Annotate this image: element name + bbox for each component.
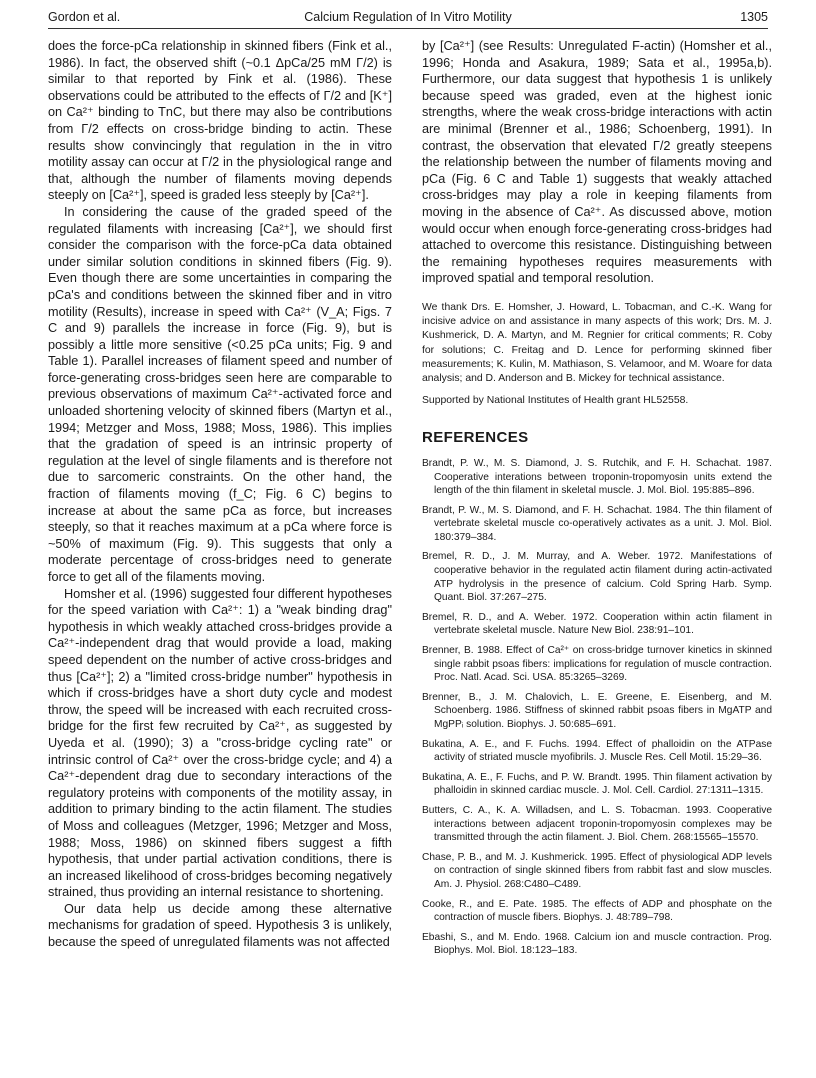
header-title: Calcium Regulation of In Vitro Motility (304, 10, 512, 24)
reference-item: Bukatina, A. E., F. Fuchs, and P. W. Brandt. 1995. Thin filament activation by phalloidin in skinned cardiac muscle. J. Mol. Cell. Cardiol. 27:1311–1315. (422, 771, 772, 797)
body-paragraph: by [Ca²⁺] (see Results: Unregulated F-actin) (Homsher et al., 1996; Honda and Asakura, 1989; Sata et al., 1995a,b). Furthermore, our data suggest that hypothesis 1 is unlikely because speed was graded, even at the highest ionic strengths, where the weak cross-bridge interactions with actin are minimal (Brenner et al., 1986; Schoenberg, 1991). In contrast, the observation that elevated Γ/2 greatly steepens the relationship between the number of filaments moving and pCa (Fig. 6 C and Table 1) suggests that weakly attached cross-bridges may play a role in keeping filaments from moving in the absence of Ca²⁺. As discussed above, motion would occur when enough force-generating cross-bridges had attached to overcome this resistance. Distinguishing between the remaining hypotheses requires measurements with improved spatial and temporal resolution. (422, 39, 772, 286)
reference-item: Chase, P. B., and M. J. Kushmerick. 1995. Effect of physiological ADP levels on contraction of single skinned fibers from rabbit fast and slow muscles. Am. J. Physiol. 268:C480–C489. (422, 851, 772, 890)
left-column (48, 38, 392, 951)
running-header (48, 6, 768, 30)
header-authors: Gordon et al. (48, 10, 121, 24)
header-rule (48, 28, 768, 29)
body-paragraph: does the force-pCa relationship in skinned fibers (Fink et al., 1986). In fact, the observed shift (~0.1 ΔpCa/25 mM Γ/2) is similar to that reported by Fink et al. (1986). These observations could be attributed to the effects of Γ/2 and [K⁺] on Ca²⁺ binding to TnC, but there may also be contributions from Γ/2 effects on cross-bridge binding to actin. These results show convincingly that regulation in the in vitro motility assay can occur at Γ/2 in the physiological range and that, although the number of filaments moving depends steeply on [Ca²⁺], speed is graded less steeply by [Ca²⁺]. (48, 39, 392, 203)
reference-item: Brenner, B., J. M. Chalovich, L. E. Greene, E. Eisenberg, and M. Schoenberg. 1986. Stiffness of skinned rabbit psoas fibers in MgATP and MgPPᵢ solution. Biophys. J. 50:685–691. (422, 691, 772, 731)
page-number: 1305 (740, 10, 768, 24)
right-column (422, 38, 772, 964)
body-paragraph: Our data help us decide among these alternative mechanisms for gradation of speed. Hypothesis 3 is unlikely, because the speed of unregulated filaments was not affected (48, 901, 392, 950)
references-heading: REFERENCES (422, 429, 529, 447)
reference-item: Brandt, P. W., M. S. Diamond, J. S. Rutchik, and F. H. Schachat. 1987. Cooperative interations between troponin-tropomyosin units extend the length of the thin filament in skeletal muscle. J. Mol. Biol. 195:885–896. (422, 457, 772, 497)
funding-text: Supported by National Institutes of Health grant HL52558. (422, 395, 689, 407)
reference-item: Ebashi, S., and M. Endo. 1968. Calcium ion and muscle contraction. Prog. Biophys. Mol. Biol. 18:123–183. (422, 931, 772, 957)
reference-item: Butters, C. A., K. A. Willadsen, and L. S. Tobacman. 1993. Cooperative interactions between adjacent troponin-tropomyosin complexes may be transmitted through the actin filament. J. Biol. Chem. 268:15565–15570. (422, 804, 772, 844)
reference-item: Bukatina, A. E., and F. Fuchs. 1994. Effect of phalloidin on the ATPase activity of striated muscle myofibrils. J. Muscle Res. Cell Motil. 15:29–36. (422, 738, 772, 764)
acknowledgments (422, 301, 772, 408)
body-paragraph: In considering the cause of the graded speed of the regulated filaments with increasing [Ca²⁺], we should first consider the comparison with the force-pCa data obtained under similar solution conditions in skinned fibers (Fig. 9). Even though there are some uncertainties in comparing the pCa's and conditions between the skinned fiber and in vitro motility (Results), increase in speed with Ca²⁺ (V_A; Figs. 7 C and 9) parallels the increase in force (Fig. 9), but is possibly a little more sensitive (<0.25 pCa units; Fig. 9 and Table 1). Parallel increases of filament speed and number of force-generating cross-bridges seen here are comparable to previous observations of maximum Ca²⁺-activated force and unloaded shortening velocity of skinned fibers (Martyn et al., 1994; Metzger and Moss, 1988; Moss, 1986). This implies that the gradation of speed is an intrinsic property of regulation at the level of single filaments and is therefore not due to sarcomeric constraints. On the other hand, the fraction of filaments moving (f_C; Fig. 6 C) begins to increase at about the same pCa as force, but increases steeply, so that it reaches maximum at a pCa where force is ~50% of maximum (Fig. 9). This suggests that only a moderate percentage of cross-bridges need to generate force to get all of the filaments moving. (48, 204, 392, 584)
reference-item: Brandt, P. W., M. S. Diamond, and F. H. Schachat. 1984. The thin filament of vertebrate skeletal muscle co-operatively activates as a unit. J. Mol. Biol. 180:379–384. (422, 504, 772, 543)
body-paragraph: Homsher et al. (1996) suggested four different hypotheses for the speed variation with Ca²⁺: 1) a "weak binding drag" hypothesis in which weakly attached cross-bridges provide a Ca²⁺-independent drag that would provide a load, making speed dependent on the number of active cross-bridges and thus [Ca²⁺]; 2) a "limited cross-bridge number" hypothesis in which if cross-bridges have a short duty cycle and modest throw, the speed will be increased with each recruited cross-bridge for the first few recruited by Ca²⁺, as suggested by Uyeda et al. (1990); 3) a "cross-bridge cycling rate" or intrinsic control of Ca²⁺ over the cross-bridge cycle; and 4) a Ca²⁺-dependent drag due to secondary interactions of the regulatory proteins with components of the motility assay, in addition to primary binding to the actin filament. The studies of Moss and colleagues (Metzger, 1996; Metzger and Moss, 1988; Moss, 1986) on skinned fibers suggest a fifth hypothesis, that under partial activation conditions, there is an increased likelihood of cross-bridges becoming negatively strained, thus providing an internal resistance to shortening. (48, 586, 392, 900)
acknowledgment-text: We thank Drs. E. Homsher, J. Howard, L. Tobacman, and C.-K. Wang for incisive advice on and assistance in many aspects of this work; Drs. M. J. Kushmerick, D. A. Martyn, and M. Regnier for critical comments; R. Coby for solutions; C. Freitag and D. Lence for performing skinned fiber measurements; K. Kulin, M. Mathiason, S. Velamoor, and M. Woare for data analysis; and D. Anderson and B. Mickey for technical assistance. (422, 301, 772, 384)
reference-item: Cooke, R., and E. Pate. 1985. The effects of ADP and phosphate on the contraction of muscle fibers. Biophys. J. 48:789–798. (422, 898, 772, 924)
reference-list (422, 457, 772, 958)
reference-item: Bremel, R. D., and A. Weber. 1972. Cooperation within actin filament in vertebrate skeletal muscle. Nature New Biol. 238:91–101. (422, 611, 772, 637)
reference-item: Brenner, B. 1988. Effect of Ca²⁺ on cross-bridge turnover kinetics in skinned single rabbit psoas fibers: implications for regulation of muscle contraction. Proc. Natl. Acad. Sci. USA. 85:3265–3269. (422, 645, 772, 684)
reference-item: Bremel, R. D., J. M. Murray, and A. Weber. 1972. Manifestations of cooperative behavior in the regulated actin filament during actin-activated ATP hydrolysis in the presence of calcium. Cold Spring Harb. Symp. Quant. Biol. 37:267–275. (422, 551, 772, 604)
